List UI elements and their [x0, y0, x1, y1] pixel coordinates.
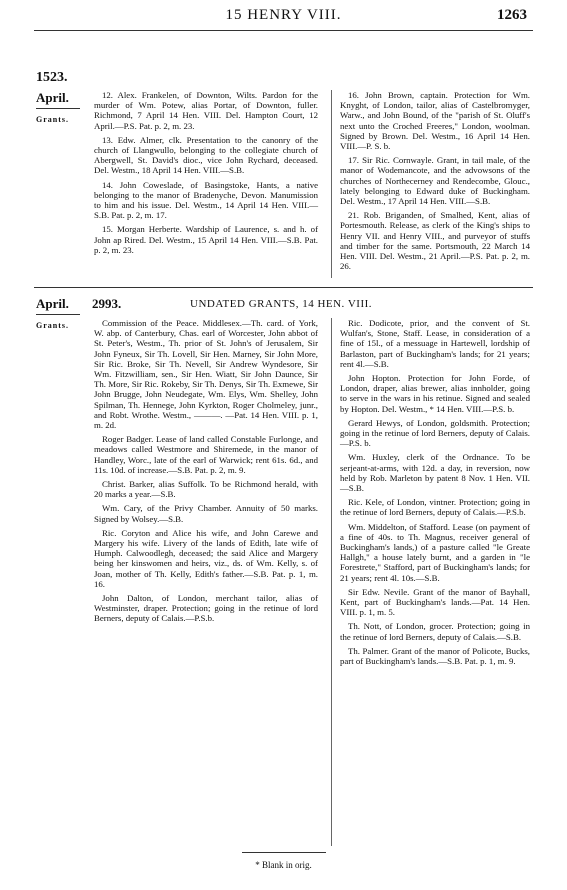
- entry: Ric. Coryton and Alice his wife, and John Carewe and Margery his wife. Livery of the lands of Edith, late wife of Humph. Calwoodlegh, deceased; the said Alice and Margery being her kinswomen and heirs, viz., ds. of Wm. Kelly, s. of Joan, mother of Th. Kelly, Edith's father.—S.B. Pat. p. 1, m. 16.: [94, 527, 318, 589]
- margin-rule: [36, 314, 80, 315]
- section-number: 2993.: [92, 296, 122, 311]
- entry: Th. Nott, of London, grocer. Protection; going in the retinue of lord Berners, deputy of Calais.—S.B.: [340, 621, 530, 642]
- page-number: 1263: [497, 7, 527, 23]
- footnote-rule: [242, 852, 326, 853]
- entry: Ric. Dodicote, prior, and the convent of St. Wulfan's, Stone, Staff. Lease, in consideration of a fine of 15l., of a messuage in Hartewell, lordship of Barlaston, part of Buckingham's lands; for 21 years; rent 4l.—S.B.: [340, 318, 530, 369]
- column-divider: [331, 90, 332, 278]
- entry: Wm. Cary, of the Privy Chamber. Annuity of 50 marks. Signed by Wolsey.—S.B.: [94, 503, 318, 524]
- bottom-left-column: [94, 318, 318, 628]
- entry: Christ. Barker, alias Suffolk. To be Richmond herald, with 20 marks a year.—S.B.: [94, 479, 318, 500]
- entry: 13. Edw. Almer, clk. Presentation to the canonry of the church of Llangwullo, belonging to the collegiate church of Abergwell, St. David's dioc., vice John Rychard, deceased. Del. Westm., 18 April 14 Hen. VIII.—S.B.: [94, 134, 318, 176]
- column-divider: [331, 318, 332, 846]
- entry: John Hopton. Protection for John Forde, of London, draper, alias brewer, alias innholder, going to serve in the wars in his retinue. Signed and sealed by Hopton. Del. Westm., * 14 Hen. VIII.—P.S. b.: [340, 373, 530, 414]
- entry: Wm. Middelton, of Stafford. Lease (on payment of a fine of 40s. to Th. Magnus, receiver general of Buckingham's lands,) of a pasture called "le Greate Hallgh," a house lately burnt, and a garden in "le Forestrete," Stafford, part of Buckingham's lands; for 21 years; rent 4l. 10s.—S.B.: [340, 521, 530, 583]
- margin-month: April.: [36, 90, 69, 105]
- entry: John Dalton, of London, merchant tailor, alias of Westminster, draper. Protection; going in the retinue of lord Berners, deputy of Calais.—P.S.b.: [94, 593, 318, 624]
- margin-label: Grants.: [36, 115, 69, 124]
- entry: 17. Sir Ric. Cornwayle. Grant, in tail male, of the manor of Wodemancote, and the advowsons of the churches of Northecerney and Rendecombe, Glouc., lately belonging to Edward duke of Buckingham. Del. Westm., 17 April 14 Hen. VIII.—S.B.: [340, 155, 530, 207]
- entry: 21. Rob. Briganden, of Smalhed, Kent, alias of Portesmouth. Release, as clerk of the King's ships to Henry VII. and Henry VIII., and purveyor of stuffs and timber for the same. Portsmouth, 22 March 14 Hen. VIII. Del. Westm., 21 April.—P.S. Pat. p. 2, m. 26.: [340, 210, 530, 272]
- running-head: 15 HENRY VIII.: [225, 7, 342, 23]
- entry: Wm. Huxley, clerk of the Ordnance. To be serjeant-at-arms, with 12d. a day, in reversion, now held by Rob. Marleton by patent 8 Nov. 1 Hen. VII.—S.B.: [340, 452, 530, 494]
- entry: Roger Badger. Lease of land called Constable Furlonge, and meadows called Westmore and Shiremede, in the manor of Handley, Worc., late of the earl of Warwick; rent 61s. 6d., and 11s. 10d. of increase.—S.B. Pat. p. 2, m. 9.: [94, 434, 318, 475]
- entry: 16. John Brown, captain. Protection for Wm. Knyght, of London, tailor, alias of Castelbromyger, Warw., and John Bound, of the "parish of St. Oluff's next unto the Croched Freeres," London, woolman. Signed by Brown. Del. Westm., 16 April 14 Hen. VIII.—P. S. b.: [340, 90, 530, 152]
- entry: Ric. Kele, of London, vintner. Protection; going in the retinue of lord Berners, deputy of Calais.—P.S.b.: [340, 497, 530, 518]
- header-rule: [34, 30, 533, 31]
- entry: 12. Alex. Frankelen, of Downton, Wilts. Pardon for the murder of Wm. Potew, alias Portar, of Downton, fuller. Richmond, 7 April 14 Hen. VIII. Del. Hampton Court, 12 April.—P.S. Pat. p. 2, m. 23.: [94, 90, 318, 131]
- margin-label: Grants.: [36, 321, 69, 330]
- entry: Commission of the Peace. Middlesex.—Th. card. of York, W. abp. of Canterbury, Chas. earl of Worcester, John abbot of St. Peter's, Westm., Th. prior of St. John's of Jerusalem, Sir John Fyneux, Sir Th. Lovell, Sir Hen. Marney, Sir John More, Sir Ric. Broke, Sir Th. Nevell, Sir Andrew Wyndesore, Sir Wm. Fitzwilliam, sen., Sir Hen. Wiatt, Sir John Daunce, Sir Th. More, Sir Ric. Rokeby, Sir Th. Denys, Sir Th. Exmewe, Sir John Brugge, John Neudegate, Wm. Elys, Wm. Shelley, John Spilman, Th. Hennege, John Kyrkton, Roger Cholmeley, junr., and Robt. Wrothe. Westm., ———. —Pat. 14 Hen. VIII. p. 1, m. 2d.: [94, 318, 318, 431]
- entry: Gerard Hewys, of London, goldsmith. Protection; going in the retinue of lord Berners, deputy of Calais.—P.S. b.: [340, 417, 530, 449]
- entry: Sir Edw. Nevile. Grant of the manor of Bayhall, Kent, part of Buckingham's lands.—Pat. 14 Hen. VIII. p. 1, m. 5.: [340, 586, 530, 618]
- section-title: UNDATED GRANTS, 14 HEN. VIII.: [190, 298, 373, 310]
- entry: 14. John Coweslade, of Basingstoke, Hants, a native belonging to the manor of Bradenyche, Devon. Manumission to him and his issue. Del. Westm., 14 April 14 Hen. VIII.—S.B. Pat. p. 2, m. 17.: [94, 179, 318, 221]
- margin-month: April.: [36, 296, 69, 311]
- margin-rule: [36, 108, 80, 109]
- entry: 15. Morgan Herberte. Wardship of Laurence, s. and h. of John ap Rired. Del. Westm., 15 April 14 Hen. VIII.—S.B. Pat. p. 2, m. 23.: [94, 224, 318, 255]
- top-left-column: [94, 90, 318, 259]
- footnote: * Blank in orig.: [255, 860, 312, 870]
- top-right-column: [340, 90, 530, 275]
- bottom-right-column: [340, 318, 530, 670]
- margin-year: 1523.: [36, 70, 68, 85]
- section-rule: [34, 287, 533, 288]
- entry: Th. Palmer. Grant of the manor of Policote, Bucks, part of Buckingham's lands.—S.B. Pat. p. 1, m. 9.: [340, 645, 530, 667]
